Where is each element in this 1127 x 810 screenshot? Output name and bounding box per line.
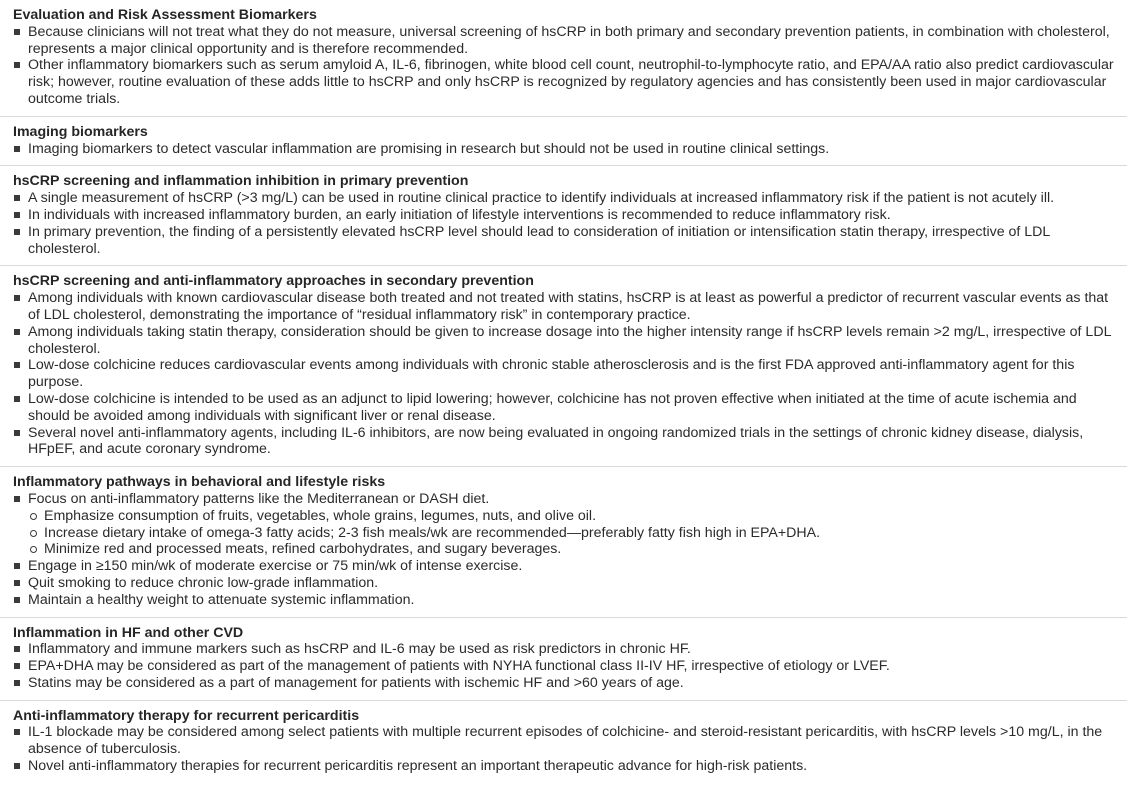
sub-list-item [13,525,1117,542]
list-item-text: Engage in ≥150 min/wk of moderate exercise or 75 min/wk of intense exercise. [28,558,523,575]
square-bullet-icon [14,663,20,669]
square-bullet-icon [14,195,20,201]
list-item [13,425,1117,459]
list-item-text: Low-dose colchicine is intended to be used as an adjunct to lipid lowering; however, colchicine has not proven effective when initiated at the time of acute ischemia and should be avoided among individuals with significant liver or renal disease. [28,390,1077,424]
list-item-text: Focus on anti-inflammatory patterns like the Mediterranean or DASH diet. [28,490,490,507]
list-item-text: In individuals with increased inflammatory burden, an early initiation of lifestyle interventions is recommended to reduce inflammatory risk. [28,206,891,223]
list-item-text: In primary prevention, the finding of a persistently elevated hsCRP level should lead to consideration of initiation or intensification statin therapy, irrespective of LDL cholesterol. [28,223,1050,257]
section-heading: hsCRP screening and inflammation inhibition in primary prevention [13,173,469,190]
list-item-text: Low-dose colchicine reduces cardiovascular events among individuals with chronic stable atherosclerosis and is the first FDA approved anti-inflammatory agent for this purpose. [28,357,1075,391]
bullet-list [13,24,1117,108]
bullet-list [13,724,1117,774]
list-item [13,558,1117,575]
section [0,166,1127,266]
square-bullet-icon [14,146,20,152]
list-item [13,592,1117,609]
square-bullet-icon [14,580,20,586]
section [0,0,1127,117]
list-item-text: Novel anti-inflammatory therapies for recurrent pericarditis represent an important therapeutic advance for high-risk patients. [28,758,808,775]
list-item [13,141,1117,158]
section [0,467,1127,617]
list-item [13,724,1117,758]
square-bullet-icon [14,362,20,368]
section-heading: Inflammation in HF and other CVD [13,624,244,641]
section-heading: Anti-inflammatory therapy for recurrent pericarditis [13,707,360,724]
square-bullet-icon [14,646,20,652]
square-bullet-icon [14,496,20,502]
list-item-text: EPA+DHA may be considered as part of the management of patients with NYHA functional class II-IV HF, irrespective of etiology or LVEF. [28,658,890,675]
list-item [13,658,1117,675]
list-item [13,24,1117,58]
list-item-text: Among individuals with known cardiovascular disease both treated and not treated with statins, hsCRP is at least as powerful a predictor of recurrent vascular events as that of LDL cholesterol, demonstrating the importance of “residual inflammatory risk” in contemporary practice. [28,290,1109,323]
bullet-list [13,290,1117,458]
square-bullet-icon [14,29,20,35]
bullet-list [13,141,1117,158]
bullet-list [13,491,1117,609]
list-item [13,575,1117,592]
square-bullet-icon [14,295,20,301]
sub-list-item-text: Emphasize consumption of fruits, vegetables, whole grains, legumes, nuts, and olive oil. [44,507,597,524]
section-heading: hsCRP screening and anti-inflammatory approaches in secondary prevention [13,273,534,290]
list-item-text: Imaging biomarkers to detect vascular inflammation are promising in research but should not be used in routine clinical settings. [28,140,830,157]
list-item [13,491,1117,508]
section [0,701,1127,783]
sub-list-item [13,541,1117,558]
list-item [13,224,1117,258]
list-item [13,357,1117,391]
list-item [13,190,1117,207]
section-heading: Evaluation and Risk Assessment Biomarkers [13,7,317,23]
list-item-text: Because clinicians will not treat what they do not measure, universal screening of hsCRP in both primary and secondary prevention patients, in combination with cholesterol, represents a major clinical opportunity and is therefore recommended. [28,23,1110,57]
list-item [13,758,1117,775]
circle-bullet-icon [30,546,37,553]
square-bullet-icon [14,396,20,402]
square-bullet-icon [14,62,20,68]
section [0,618,1127,701]
sub-list-item-text: Increase dietary intake of omega-3 fatty acids; 2-3 fish meals/wk are recommended—preferably fatty fish high in EPA+DHA. [44,524,821,541]
square-bullet-icon [14,229,20,235]
square-bullet-icon [14,763,20,769]
sub-list-item [13,508,1117,525]
square-bullet-icon [14,329,20,335]
square-bullet-icon [14,212,20,218]
list-item-text: A single measurement of hsCRP (>3 mg/L) can be used in routine clinical practice to identify individuals at increased inflammatory risk if the patient is not acutely ill. [28,190,1055,207]
square-bullet-icon [14,680,20,686]
section-heading: Inflammatory pathways in behavioral and lifestyle risks [13,474,386,491]
section-heading: Imaging biomarkers [13,123,148,140]
list-item [13,641,1117,658]
sub-list-item-text: Minimize red and processed meats, refined carbohydrates, and sugary beverages. [44,541,562,558]
circle-bullet-icon [30,513,37,520]
section [0,266,1127,467]
list-item-text: Inflammatory and immune markers such as hsCRP and IL-6 may be used as risk predictors in chronic HF. [28,641,691,658]
square-bullet-icon [14,430,20,436]
list-item-text: Among individuals taking statin therapy, consideration should be given to increase dosage into the higher intensity range if hsCRP levels remain >2 mg/L, irrespective of LDL cholesterol. [28,323,1111,357]
list-item [13,290,1117,324]
bullet-list [13,641,1117,691]
list-item [13,324,1117,358]
list-item [13,391,1117,425]
list-item-text: Several novel anti-inflammatory agents, including IL-6 inhibitors, are now being evaluated in ongoing randomized trials in the settings of chronic kidney disease, dialysis, HFpEF, and acute coronary syndrome. [28,424,1084,458]
list-item-text: Quit smoking to reduce chronic low-grade inflammation. [28,574,379,591]
list-item-text: IL-1 blockade may be considered among select patients with multiple recurrent episodes of colchicine- and steroid-resistant pericarditis, with hsCRP levels >10 mg/L, in the absence of tuberculosis. [28,724,1103,758]
list-item [13,57,1117,107]
list-item [13,207,1117,224]
list-item [13,675,1117,692]
section [0,117,1127,167]
circle-bullet-icon [30,530,37,537]
square-bullet-icon [14,597,20,603]
list-item-text: Other inflammatory biomarkers such as serum amyloid A, IL-6, fibrinogen, white blood cell count, neutrophil-to-lymphocyte ratio, and EPA/AA ratio also predict cardiovascular risk; however, routine evaluation of these adds little to hsCRP and only hsCRP is recognized by regulatory agencies and has consistently been used in major cardiovascular outcome trials. [28,57,1114,107]
square-bullet-icon [14,729,20,735]
list-item-text: Maintain a healthy weight to attenuate systemic inflammation. [28,591,415,608]
bullet-list [13,190,1117,257]
list-item-text: Statins may be considered as a part of management for patients with ischemic HF and >60 years of age. [28,674,684,691]
square-bullet-icon [14,563,20,569]
